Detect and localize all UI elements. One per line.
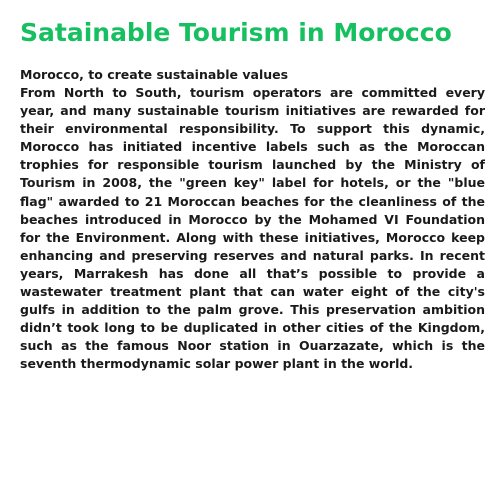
page-title: Satainable Tourism in Morocco [20, 18, 452, 47]
article-subtitle: Morocco, to create sustainable values [20, 67, 289, 82]
article-paragraph: From North to South, tourism operators are committed every year, and many sustainable tourism initiatives are rewarded for their environmental responsibility. To support this dynamic, Morocco has initiated incentive labels such as the Moroccan trophies for responsible tourism launched by the Ministry of Tourism in 2008, the "green key" label for hotels, or the "blue flag" awarded to 21 Moroccan beaches for the cleanliness of the beaches introduced in Morocco by the Mohamed VI Foundation for the Environment. Along with these initiatives, Morocco keep enhancing and preserving reserves and natural parks. In recent years, Marrakesh has done all that’s possible to provide a wastewater treatment plant that can water eight of the city's gulfs in addition to the palm grove. This preservation ambition didn’t took long to be duplicated in other cities of the Kingdom, such as the famous Noor station in Ouarzazate, which is the seventh thermodynamic solar power plant in the world. [20, 85, 485, 372]
article-body [20, 66, 485, 374]
